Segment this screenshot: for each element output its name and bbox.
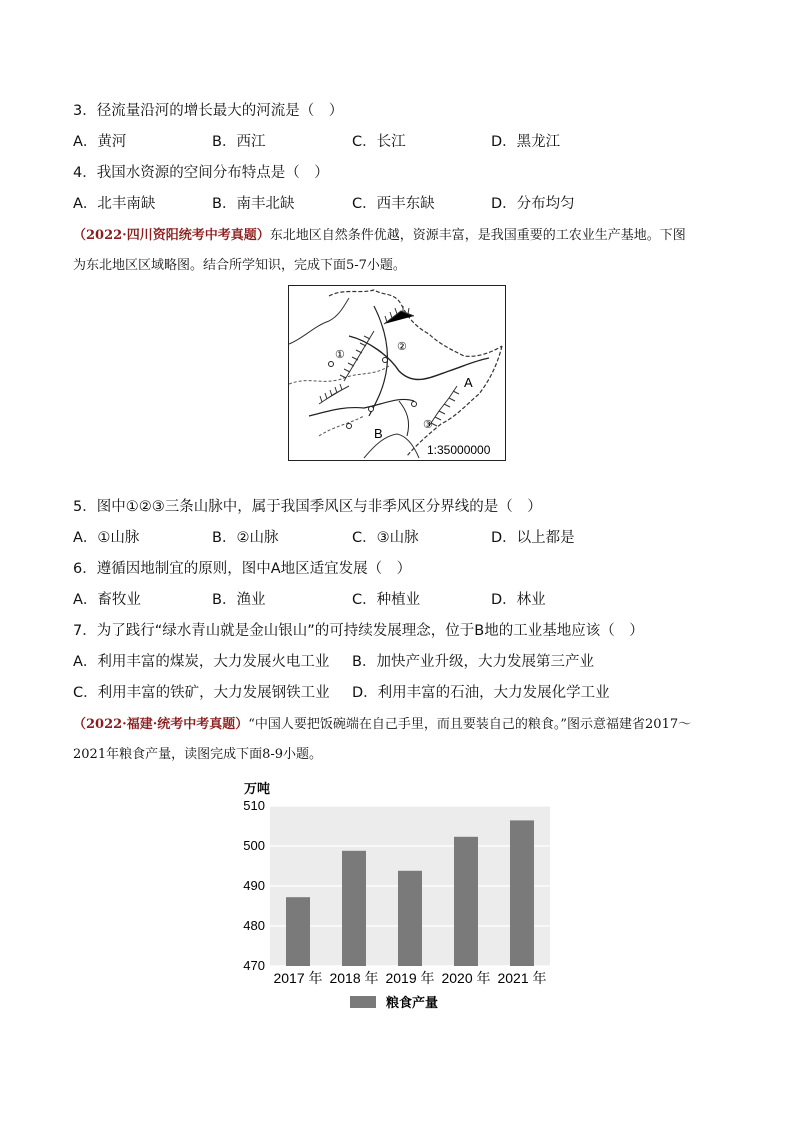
- question-6-stem: 6．遵循因地制宜的原则，图中A地区适宜发展（ ）: [73, 561, 412, 577]
- grain-output-chart: [232, 778, 562, 1018]
- bar-2021年: [510, 820, 534, 966]
- map-label-b: B: [374, 426, 383, 441]
- question-7-stem: 7．为了践行“绿水青山就是金山银山”的可持续发展理念，位于B地的工业基地应该（ ）: [73, 623, 644, 639]
- q4-option-a: A．北丰南缺: [73, 196, 156, 212]
- source-tag: （2022·四川资阳统考中考真题）: [73, 228, 270, 243]
- x-tick-label: 2021 年: [497, 970, 547, 986]
- intro-text-continued: 为东北地区区域略图。结合所学知识，完成下面5-7小题。: [73, 258, 406, 273]
- map-mark-2: ②: [397, 341, 407, 353]
- northeast-region-map: [288, 285, 506, 461]
- q3-option-c: C．长江: [352, 134, 406, 150]
- intro-text: 东北地区自然条件优越，资源丰富，是我国重要的工农业生产基地。下图: [269, 228, 686, 243]
- q4-option-b: B．南丰北缺: [212, 196, 295, 212]
- x-tick-label: 2020 年: [441, 970, 491, 986]
- map-scale: 1:35000000: [427, 443, 491, 457]
- intro-text: “中国人要把饭碗端在自己手里，而且要装自己的粮食。”图示意福建省2017～: [248, 717, 692, 732]
- q6-option-c: C．种植业: [352, 592, 421, 608]
- map-mark-3: ③: [423, 419, 433, 431]
- q5-option-b: B．②山脉: [212, 530, 279, 546]
- q3-option-d: D．黑龙江: [491, 134, 561, 150]
- y-tick-label: 470: [243, 958, 265, 973]
- legend-label: 粮食产量: [386, 995, 439, 1010]
- q4-option-c: C．西丰东缺: [352, 196, 435, 212]
- q5-option-d: D．以上都是: [491, 530, 575, 546]
- q7-option-d: D．利用丰富的石油，大力发展化学工业: [352, 685, 610, 701]
- question-3-stem: 3．径流量沿河的增长最大的河流是（ ）: [73, 103, 344, 119]
- bar-2017年: [286, 897, 310, 966]
- q3-option-a: A．黄河: [73, 134, 127, 150]
- bar-2018年: [342, 851, 366, 966]
- chart-svg: [232, 778, 562, 1018]
- question-5-stem: 5．图中①②③三条山脉中，属于我国季风区与非季风区分界线的是（ ）: [73, 499, 542, 515]
- q7-option-a: A．利用丰富的煤炭，大力发展火电工业: [73, 654, 330, 670]
- q4-option-d: D．分布均匀: [491, 196, 575, 212]
- x-tick-label: 2017 年: [273, 970, 323, 986]
- intro-paragraph-1: [73, 226, 686, 246]
- y-tick-label: 480: [243, 918, 265, 933]
- q6-option-a: A．畜牧业: [73, 592, 141, 608]
- source-tag: （2022·福建·统考中考真题）: [73, 717, 249, 732]
- intro-paragraph-2: [73, 715, 691, 735]
- q7-option-b: B．加快产业升级，大力发展第三产业: [352, 654, 594, 670]
- map-mark-1: ①: [335, 349, 345, 361]
- x-tick-label: 2018 年: [329, 970, 379, 986]
- legend-swatch: [350, 996, 376, 1008]
- map-label-a: A: [464, 375, 473, 390]
- q5-option-a: A．①山脉: [73, 530, 140, 546]
- x-tick-label: 2019 年: [385, 970, 435, 986]
- map-drawing: [289, 286, 504, 459]
- q6-option-b: B．渔业: [212, 592, 266, 608]
- y-tick-label: 490: [243, 878, 265, 893]
- intro-text-continued: 2021年粮食产量，读图完成下面8-9小题。: [73, 747, 323, 762]
- bar-2020年: [454, 837, 478, 966]
- y-tick-label: 510: [243, 798, 265, 813]
- q5-option-c: C．③山脉: [352, 530, 419, 546]
- bar-2019年: [398, 871, 422, 966]
- q3-option-b: B．西江: [212, 134, 266, 150]
- q6-option-d: D．林业: [491, 592, 546, 608]
- q7-option-c: C．利用丰富的铁矿，大力发展钢铁工业: [73, 685, 330, 701]
- y-tick-label: 500: [243, 838, 265, 853]
- y-axis-unit: 万吨: [244, 781, 271, 796]
- question-4-stem: 4．我国水资源的空间分布特点是（ ）: [73, 165, 329, 181]
